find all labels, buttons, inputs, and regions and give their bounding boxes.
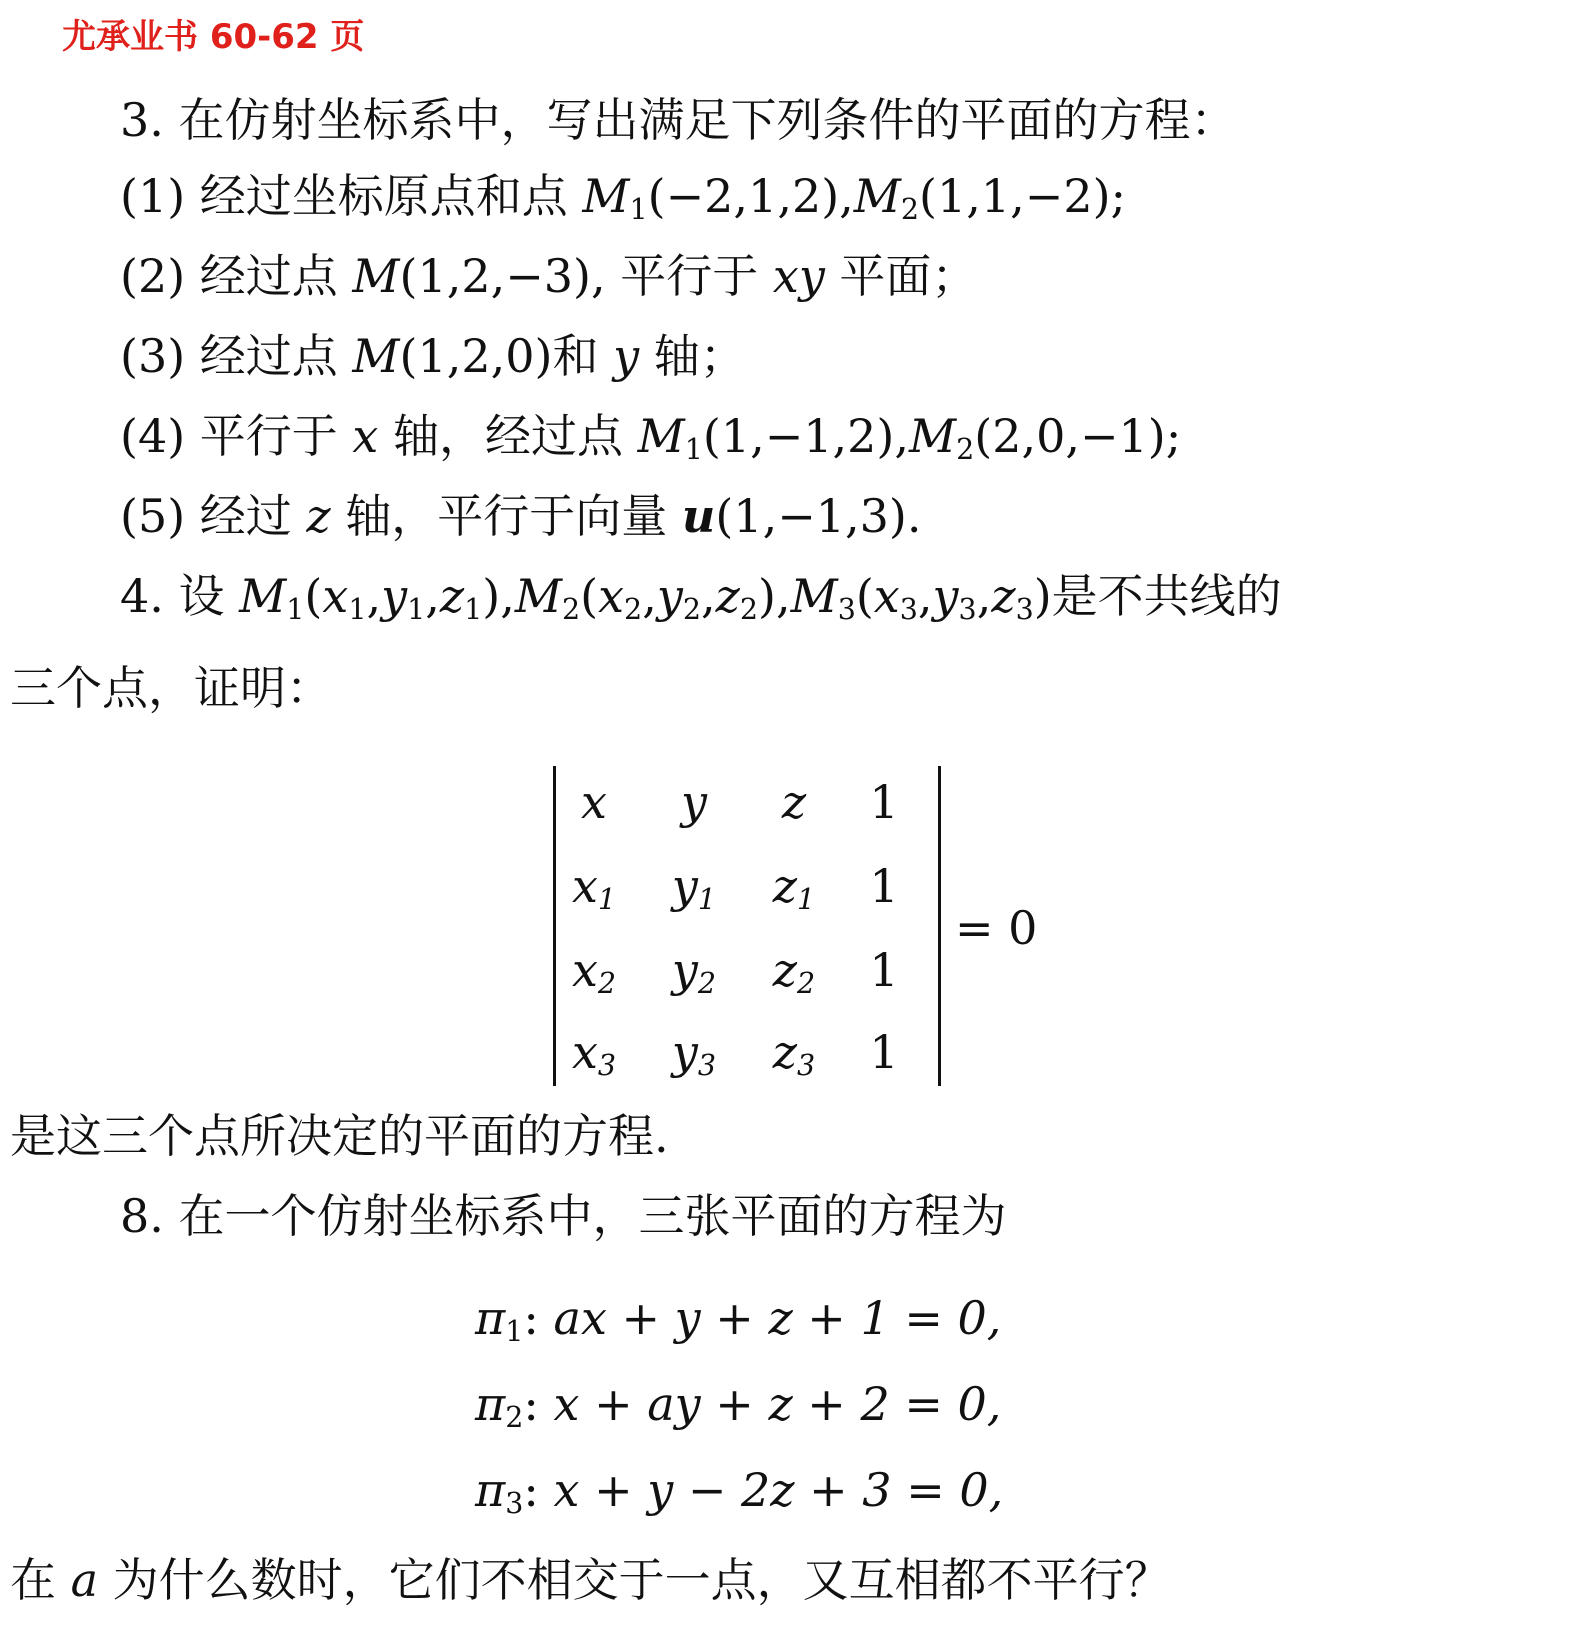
det-cell: 1 bbox=[869, 943, 899, 997]
det-head-1: 1 bbox=[869, 775, 899, 829]
det-head-z: z bbox=[781, 775, 807, 829]
det-cell: $y_1$ bbox=[671, 859, 717, 917]
det-cell: $x_1$ bbox=[571, 859, 617, 917]
problem-8-stem: 8. 在一个仿射坐标系中，三张平面的方程为 bbox=[120, 1189, 1007, 1243]
problem-4-conclusion: 是这三个点所决定的平面的方程. bbox=[10, 1109, 669, 1163]
problem-8-question: 在 a 为什么数时，它们不相交于一点，又互相都不平行？ bbox=[10, 1553, 1171, 1607]
det-cell: 1 bbox=[869, 859, 899, 913]
header-note: 尤承业书 60-62 页 bbox=[62, 17, 365, 57]
det-cell: $x_3$ bbox=[571, 1025, 617, 1083]
item-label: (2) bbox=[120, 249, 200, 303]
problem-3-item-5: (5) 经过 z 轴，平行于向量 u(1,−1,3). bbox=[120, 489, 922, 543]
problem-4-line2: 三个点，证明： bbox=[10, 661, 332, 715]
det-head-x: x bbox=[581, 775, 607, 829]
det-cell: $y_3$ bbox=[671, 1025, 717, 1083]
equation-pi-1: $\pi_1$: ax + y + z + 1 = 0, bbox=[475, 1291, 1002, 1349]
determinant-equals: = 0 bbox=[955, 901, 1038, 955]
det-cell: $z_2$ bbox=[772, 943, 816, 1001]
problem-3-item-3: (3) 经过点 M(1,2,0)和 y 轴； bbox=[120, 329, 746, 383]
item-label: (1) bbox=[120, 169, 200, 223]
problem-3-item-4: (4) 平行于 x 轴，经过点 $M_1(1,-1,2),M_2(2,0,-1)$; bbox=[120, 409, 1182, 467]
item-label: (4) bbox=[120, 409, 200, 463]
item-label: (5) bbox=[120, 489, 200, 543]
det-cell: $z_1$ bbox=[772, 859, 816, 917]
problem-4-statement: 4. 设 $M_1(x_1,y_1,z_1),M_2(x_2,y_2,z_2),M_3(x_3,y_3,z_3)$是不共线的 bbox=[120, 569, 1282, 627]
det-cell: $y_2$ bbox=[671, 943, 717, 1001]
determinant bbox=[553, 766, 941, 1086]
det-cell: $x_2$ bbox=[571, 943, 617, 1001]
det-cell: $z_3$ bbox=[772, 1025, 816, 1083]
problem-3-item-1: (1) 经过坐标原点和点 $M_1(-2,1,2),M_2(1,1,-2)$; bbox=[120, 169, 1127, 227]
equation-pi-3: $\pi_3$: x + y − 2z + 3 = 0, bbox=[475, 1463, 1004, 1521]
det-cell: 1 bbox=[869, 1025, 899, 1079]
problem-3-stem: 3. 在仿射坐标系中，写出满足下列条件的平面的方程： bbox=[120, 93, 1237, 147]
item-label: (3) bbox=[120, 329, 200, 383]
problem-3-item-2: (2) 经过点 M(1,2,−3), 平行于 xy 平面； bbox=[120, 249, 978, 303]
equation-pi-2: $\pi_2$: x + ay + z + 2 = 0, bbox=[475, 1377, 1002, 1435]
det-head-y: y bbox=[681, 775, 707, 829]
